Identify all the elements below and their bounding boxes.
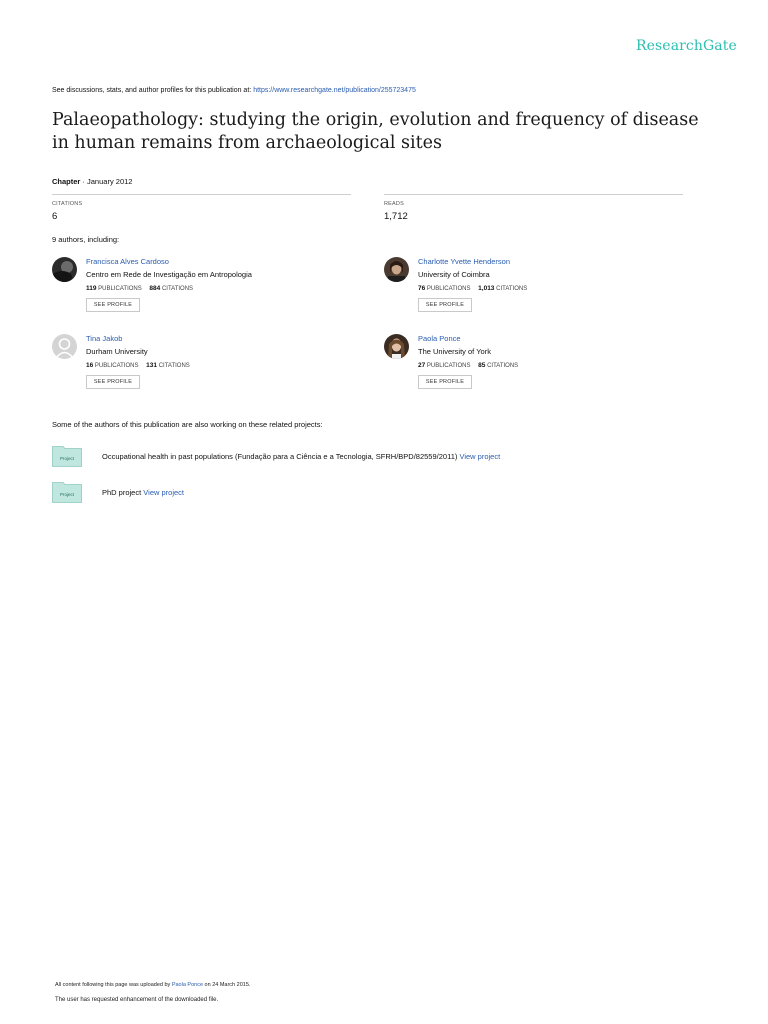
- reads-divider: [384, 194, 683, 195]
- publication-meta: [52, 177, 132, 186]
- project-folder-label: Project: [59, 456, 75, 461]
- project-title: [102, 488, 184, 497]
- author-institution: The University of York: [418, 347, 491, 356]
- author-institution: University of Coimbra: [418, 270, 490, 279]
- author-avatar[interactable]: [384, 334, 409, 359]
- publication-url-link[interactable]: https://www.researchgate.net/publication/255723475: [253, 87, 416, 94]
- upload-note-prefix: All content following this page was uploaded by: [55, 982, 171, 988]
- author-avatar[interactable]: [52, 257, 77, 282]
- author-citations-count: 131: [146, 362, 158, 369]
- author-publications-label: PUBLICATIONS: [426, 363, 471, 369]
- project-folder-icon: [52, 445, 82, 467]
- author-name-link[interactable]: Tina Jakob: [86, 334, 123, 343]
- project-name: Occupational health in past populations (Fundação para a Ciência e a Tecnologia, SFRH/BPD/82559/2011): [102, 452, 458, 461]
- author-publications-label: PUBLICATIONS: [98, 286, 142, 292]
- project-name: PhD project: [102, 488, 142, 497]
- author-avatar[interactable]: [384, 257, 409, 282]
- publication-type: Chapter: [52, 177, 81, 186]
- see-profile-button[interactable]: SEE PROFILE: [86, 298, 140, 312]
- related-projects-heading: Some of the authors of this publication are also working on these related projects:: [52, 420, 323, 429]
- author-citations-label: CITATIONS: [158, 363, 190, 369]
- citations-count: 6: [52, 211, 58, 222]
- publication-date: January 2012: [87, 177, 133, 186]
- author-stats: [86, 362, 196, 369]
- author-citations-label: CITATIONS: [496, 286, 528, 292]
- project-item: [52, 445, 692, 469]
- enhancement-note: The user has requested enhancement of the downloaded file.: [55, 997, 219, 1003]
- author-publications-label: PUBLICATIONS: [426, 286, 471, 292]
- author-institution: Centro em Rede de Investigação em Antropologia: [86, 270, 252, 279]
- author-name-link[interactable]: Paola Ponce: [418, 334, 461, 343]
- author-card: [52, 334, 352, 394]
- authors-heading: 9 authors, including:: [52, 235, 120, 244]
- project-folder-label: Project: [59, 492, 75, 497]
- author-institution: Durham University: [86, 347, 148, 356]
- author-citations-count: 85: [478, 362, 486, 369]
- author-citations-label: CITATIONS: [487, 363, 519, 369]
- upload-note-date: on 24 March 2015.: [204, 982, 251, 988]
- upload-note: [55, 982, 250, 988]
- author-publications-count: 27: [418, 362, 426, 369]
- view-project-link[interactable]: View project: [459, 452, 501, 461]
- researchgate-logo[interactable]: ResearchGate: [636, 38, 737, 54]
- meta-separator: ·: [80, 177, 88, 186]
- author-publications-count: 76: [418, 285, 426, 292]
- author-stats: [418, 285, 533, 292]
- author-publications-count: 16: [86, 362, 94, 369]
- author-card: [384, 257, 684, 317]
- author-name-link[interactable]: Francisca Alves Cardoso: [86, 257, 169, 266]
- author-citations-count: 884: [149, 285, 161, 292]
- citations-label: CITATIONS: [52, 201, 83, 207]
- see-profile-button[interactable]: SEE PROFILE: [418, 298, 472, 312]
- author-publications-label: PUBLICATIONS: [94, 363, 139, 369]
- reads-count: 1,712: [384, 211, 408, 222]
- see-profile-button[interactable]: SEE PROFILE: [418, 375, 472, 389]
- project-item: [52, 481, 692, 505]
- author-card: [384, 334, 684, 394]
- publication-title: Palaeopathology: studying the origin, evolution and frequency of disease in human remains from archaeological sites: [52, 110, 699, 153]
- view-project-link[interactable]: View project: [143, 488, 184, 497]
- author-publications-count: 119: [86, 285, 97, 292]
- author-name-link[interactable]: Charlotte Yvette Henderson: [418, 257, 511, 266]
- citations-divider: [52, 194, 351, 195]
- author-avatar[interactable]: [52, 334, 77, 359]
- discussion-line: [52, 87, 752, 94]
- see-profile-button[interactable]: SEE PROFILE: [86, 375, 140, 389]
- project-title: [102, 452, 500, 461]
- project-folder-icon: [52, 481, 82, 503]
- uploader-link[interactable]: Paola Ponce: [171, 982, 204, 988]
- author-stats: [418, 362, 524, 369]
- author-citations-count: 1,013: [478, 285, 495, 292]
- author-card: [52, 257, 352, 317]
- discussion-prefix: See discussions, stats, and author profiles for this publication at:: [52, 87, 252, 94]
- author-citations-label: CITATIONS: [161, 286, 194, 292]
- reads-label: READS: [384, 201, 404, 207]
- author-stats: [86, 285, 199, 292]
